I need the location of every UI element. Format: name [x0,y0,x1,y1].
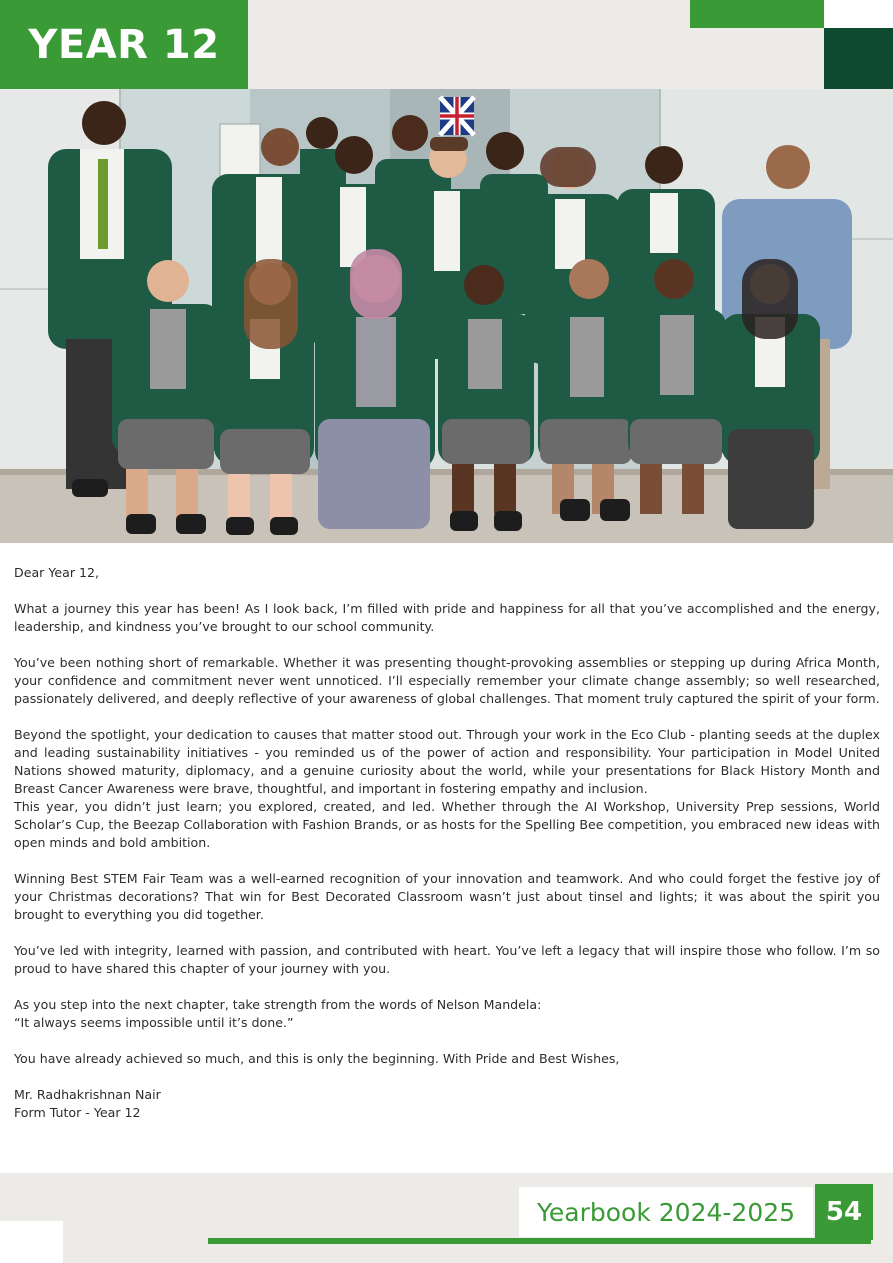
letter-paragraph: You have already achieved so much, and this is only the beginning. With Pride and Best Wishes, [14,1051,620,1066]
letter-quote: “It always seems impossible until it’s done.” [14,1015,294,1030]
letter-greeting: Dear Year 12, [14,565,100,580]
letter-paragraph: What a journey this year has been! As I look back, I’m filled with pride and happiness for all that you’ve accomplished and the energy, leadership, and kindness you’ve brought to our school community. [14,601,880,634]
flag-icon [440,97,474,135]
footer-green-rule [208,1238,871,1244]
page-number: 54 [825,1197,863,1227]
page-title: YEAR 12 [28,21,220,68]
yearbook-label: Yearbook 2024-2025 [536,1197,796,1227]
letter-paragraph: Beyond the spotlight, your dedication to causes that matter stood out. Through your work in the Eco Club - planting seeds at the duplex and leading sustainability initiatives - you reminded us of the power of action and responsibility. Your participation in Model United Nations showed maturity, diplomacy, and a genuine curiosity about the world, while your presentations for Black History Month and Breast Cancer Awareness were brave, thoughtful, and important in fostering empathy and inclusion. [14,727,880,796]
letter-paragraph: Winning Best STEM Fair Team was a well-earned recognition of your innovation and teamwork. And who could forget the festive joy of your Christmas decorations? That win for Best Decorated Classroom wasn’t just about tinsel and lights; it was about the spirit you brought to everything you did together. [14,871,880,922]
class-group-photo [0,89,893,543]
year-title-block [0,0,248,89]
letter-paragraph: You’ve been nothing short of remarkable. Whether it was presenting thought-provoking assemblies or stepping up during Africa Month, your confidence and commitment never went unnoticed. I’ll especially remember your climate change assembly; so well researched, passionately delivered, and deeply reflective of your awareness of global challenges. That moment truly captured the spirit of your form. [14,655,880,706]
green-decor-bar [690,0,824,28]
letter-paragraph: You’ve led with integrity, learned with passion, and contributed with heart. You’ve left a legacy that will inspire those who follow. I’m so proud to have shared this chapter of your journey with you. [14,943,880,976]
white-decor-block [824,0,893,28]
letter-paragraph: As you step into the next chapter, take strength from the words of Nelson Mandela: [14,997,542,1012]
letter-body [14,564,880,1122]
yearbook-label-box [519,1187,813,1237]
letter-paragraph: This year, you didn’t just learn; you explored, created, and led. Whether through the AI Workshop, University Prep sessions, World Scholar’s Cup, the Beezap Collaboration with Fashion Brands, or as hosts for the Spelling Bee competition, you embraced new ideas with open minds and bold ambition. [14,799,880,850]
page-number-box [815,1184,873,1240]
photo-illustration [0,89,893,543]
signature-name: Mr. Radhakrishnan Nair [14,1087,161,1102]
footer-white-decor [0,1221,63,1263]
signature-role: Form Tutor - Year 12 [14,1105,141,1120]
